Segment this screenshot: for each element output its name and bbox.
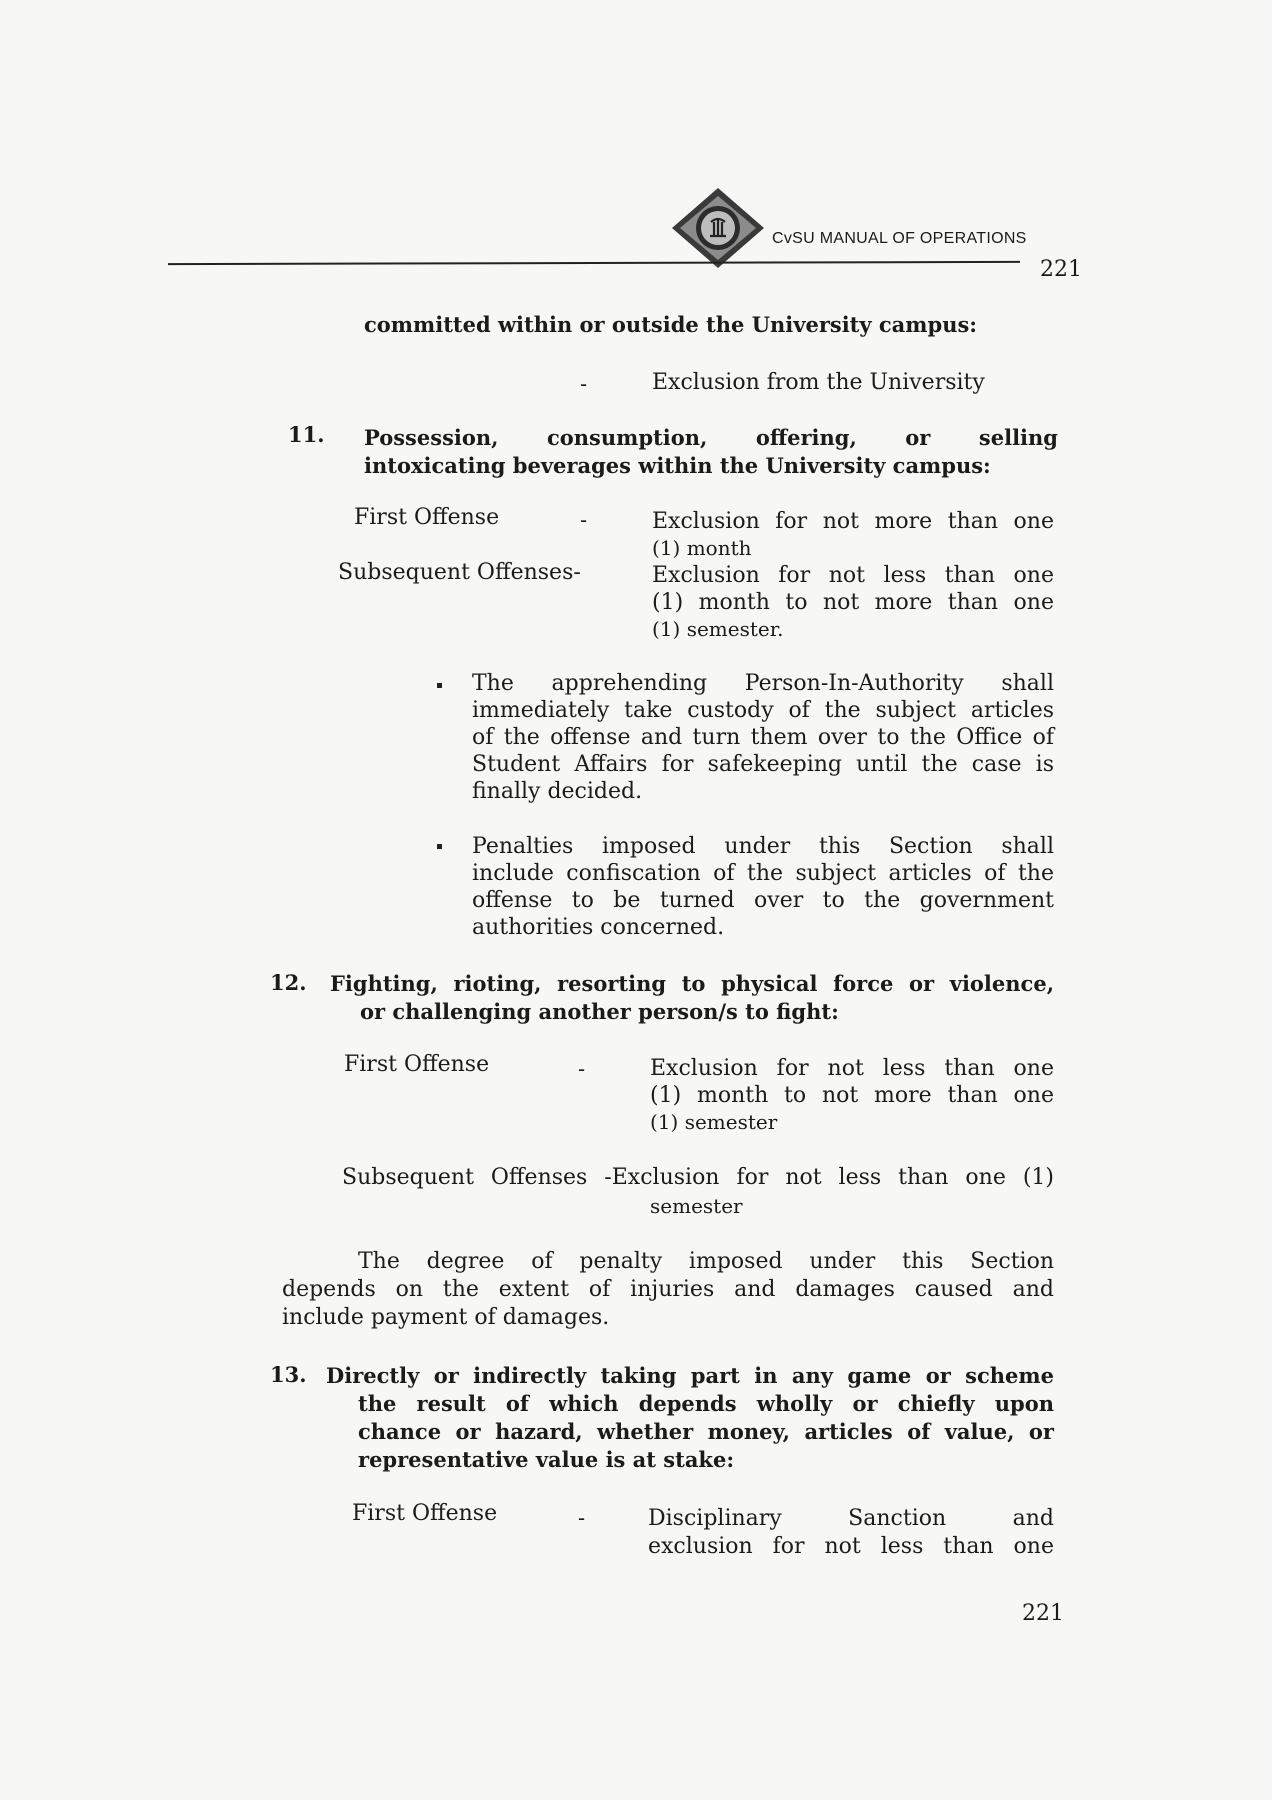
section-11-heading-line1 (364, 424, 1058, 452)
section-11-bullet2-line1: Penalties imposed under this Section shall (472, 834, 1054, 859)
section-13-heading-line4: representative value is at stake: (358, 1447, 735, 1472)
section-12-first-offense-label: First Offense (344, 1052, 490, 1077)
section-12-first-penalty-line3: (1) semester (650, 1110, 778, 1134)
section-13-first-penalty-line2: exclusion for not less than one (648, 1534, 1054, 1559)
section-11-bullet1-line4: Student Affairs for safekeeping until the case is (472, 752, 1054, 777)
bullet-icon (437, 683, 442, 688)
section-12-first-offense-dash: - (578, 1057, 586, 1081)
manual-title: CvSU MANUAL OF OPERATIONS (772, 230, 1027, 247)
lead-penalty-text: Exclusion from the University (652, 370, 985, 395)
section-12-first-penalty-line2: (1) month to not more than one (650, 1083, 1054, 1108)
heading-word: selling (978, 425, 1058, 450)
section-11-subsequent-offense-label: Subsequent Offenses- (338, 560, 581, 585)
section-11-first-offense-dash: - (580, 508, 588, 532)
section-12-paragraph-line2: depends on the extent of injuries and damages caused and (282, 1277, 1054, 1302)
section-12-paragraph-line3: include payment of damages. (282, 1305, 610, 1330)
section-11-bullet2-line4: authorities concerned. (472, 915, 725, 940)
section-12-subsequent-line2: semester (650, 1194, 743, 1218)
section-11-bullet1-line2: immediately take custody of the subject articles (472, 698, 1054, 723)
heading-word: offering, (755, 425, 857, 450)
section-13-heading-line3: chance or hazard, whether money, articles of value, or (358, 1419, 1054, 1444)
section-11-first-offense-penalty-line2: (1) month (652, 536, 752, 560)
section-13-number: 13. (270, 1362, 307, 1387)
section-13-heading-line2: the result of which depends wholly or chiefly upon (358, 1391, 1054, 1416)
section-12-first-penalty-line1: Exclusion for not less than one (650, 1056, 1054, 1081)
section-11-subsequent-penalty-line1: Exclusion for not less than one (652, 563, 1054, 588)
section-12-heading-line2: or challenging another person/s to fight: (360, 999, 839, 1024)
section-13-heading-line1: Directly or indirectly taking part in any game or scheme (326, 1363, 1054, 1388)
section-11-subsequent-penalty-line3: (1) semester. (652, 617, 784, 641)
footer-page-number: 221 (1022, 1601, 1064, 1626)
section-11-bullet2-line3: offense to be turned over to the government (472, 888, 1054, 913)
section-11-bullet1-line5: finally decided. (472, 779, 643, 804)
heading-word: consumption, (546, 425, 708, 450)
heading-word: or (905, 425, 931, 450)
section-13-first-offense-label: First Offense (352, 1501, 498, 1526)
section-13-first-offense-dash: - (578, 1506, 586, 1530)
header-rule (168, 261, 1020, 265)
section-13-first-penalty-line1: Disciplinary Sanction and (648, 1506, 1054, 1531)
section-11-number: 11. (288, 422, 325, 447)
lead-penalty-dash: - (580, 372, 588, 396)
section-12-paragraph-line1: The degree of penalty imposed under this Section (358, 1249, 1054, 1274)
section-11-bullet1-line1: The apprehending Person-In-Authority shall (472, 671, 1054, 696)
bullet-icon (437, 844, 442, 849)
section-12-subsequent-line1: Subsequent Offenses -Exclusion for not less than one (1) (342, 1165, 1054, 1190)
section-12-heading-line1: Fighting, rioting, resorting to physical force or violence, (330, 971, 1054, 996)
header-page-number: 221 (1040, 257, 1082, 282)
section-11-heading-line2: intoxicating beverages within the University campus: (364, 453, 991, 478)
lead-in-heading: committed within or outside the University campus: (364, 312, 978, 337)
section-12-number: 12. (270, 970, 307, 995)
section-11-first-offense-label: First Offense (354, 505, 500, 530)
university-seal-logo (670, 186, 766, 270)
section-11-bullet1-line3: of the offense and turn them over to the Office of (472, 725, 1054, 750)
section-11-subsequent-penalty-line2: (1) month to not more than one (652, 590, 1054, 615)
section-11-first-offense-penalty-line1: Exclusion for not more than one (652, 509, 1054, 534)
heading-word: Possession, (364, 425, 499, 450)
section-11-bullet2-line2: include confiscation of the subject articles of the (472, 861, 1054, 886)
